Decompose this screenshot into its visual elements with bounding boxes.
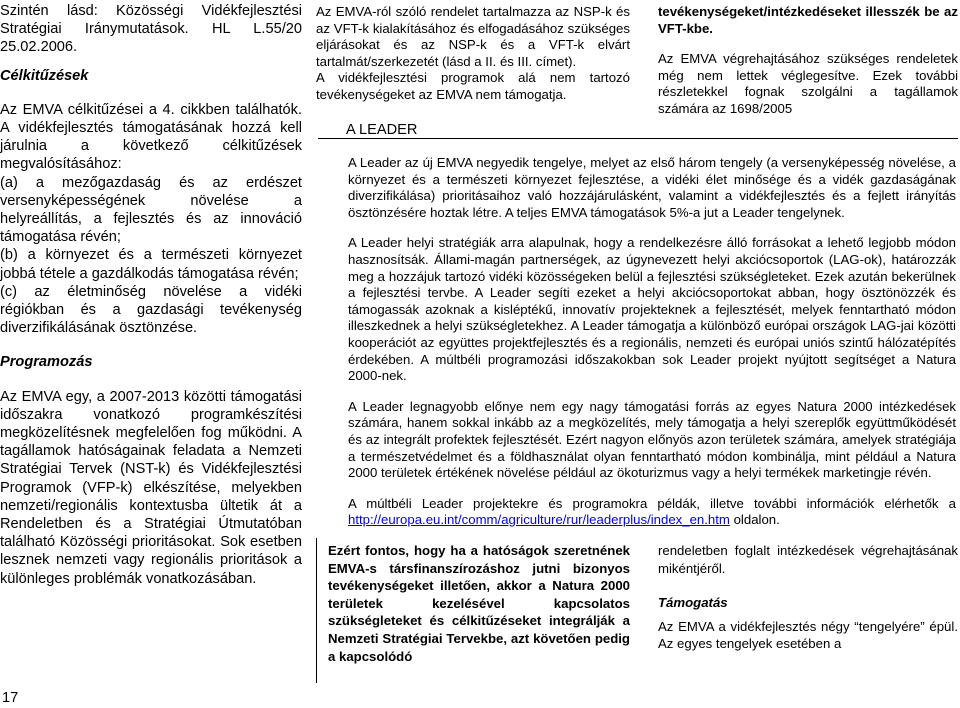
objectives-text: Az EMVA célkitűzései a 4. cikkben találhatók. A vidékfejlesztés támogatásának hozzá kell járulnia a következő célkitűzések megvalósításához:	[0, 101, 302, 173]
bottom-right-column	[658, 542, 958, 653]
column-divider	[316, 538, 317, 683]
bottom-right-text-2: Az EMVA a vidékfejlesztés négy “tengelyére” épül. Az egyes tengelyek esetében a	[658, 618, 958, 652]
page-number: 17	[2, 690, 19, 706]
leader-title: A LEADER	[346, 122, 418, 138]
right-top-bold-line: tevékenységeket/intézkedéseket illesszék be az VFT-kbe.	[658, 4, 958, 36]
reference-header: Szintén lásd: Közösségi Vidékfejlesztési Stratégiai Iránymutatások. HL L.55/20 25.02.2006.	[0, 3, 302, 56]
right-top-text: Az EMVA végrehajtásához szükséges rendeletek még nem lettek véglegesítve. Ezek további részletekkel fognak szolgálni a tagállamok számára az 1698/2005	[658, 51, 958, 116]
left-column	[0, 2, 302, 588]
leader-paragraph-3: A Leader legnagyobb előnye nem egy nagy támogatási forrás az egyes Natura 2000 intézkedések számára, hanem sokkal inkább az a megközelítés, mely támogatja a helyi szereplők együttműködését és az integrált profektek fejlesztését. Ezért nagyon előnyös azon területek számára, amelyek stratégiája a természetvédelmet és a földhasználat olyan fenntartható módon kombinálja, mint például a Natura 2000 területek értékének növelése például az ökoturizmus vagy a helyi termékek marketingje révén.	[348, 398, 956, 481]
objective-item-c: (c) az életminőség növelése a vidéki régiókban és a gazdasági tevékenység diverzifikálásának ösztönzése.	[0, 283, 302, 337]
objective-item-a: (a) a mezőgazdaság és az erdészet versenyképességének növelése a helyreállítás, a fejlesztés és az innováció támogatása révén;	[0, 174, 302, 246]
objectives-heading: Célkitűzések	[0, 67, 89, 84]
leader-content	[348, 155, 956, 529]
leader-link[interactable]: http://europa.eu.int/comm/agriculture/rur/leaderplus/index_en.htm	[348, 512, 730, 528]
leader-paragraph-4-suffix: oldalon.	[733, 512, 780, 528]
leader-paragraph-1: A Leader az új EMVA negyedik tengelye, melyet az első három tengely (a versenyképesség növelése, a környezet és a természeti környezet fejlesztése, a vidéki élet minősége és a vidék gazdaságának diverzifikálása) prioritásaihoz való hozzájárulásként, valamint a vidékfejlesztés és a fejlett irányítás ösztönzésére hoztak létre. A teljes EMVA támogatások 5%-a jut a Leader tengelynek.	[348, 155, 956, 220]
programming-text: Az EMVA egy, a 2007-2013 közötti támogatási időszakra vonatkozó programkészítési megközelítésnek megfelelően fog működni. A tagállamok hatóságainak feladata a Nemzeti Stratégiai Tervek (NST-k) és Vidékfejlesztési Programok (VFP-k) elkészítése, melyekben nemzeti/regionális kontextusba ültetik át a Rendeletben és a Stratégiai Útmutatóban található Közösségi prioritásokat. Sok esetben lesznek nemzeti vagy regionális prioritások a különleges problémák vonatkozásában.	[0, 388, 302, 587]
middle-top-column	[316, 4, 630, 104]
middle-top-text-2: A vidékfejlesztési programok alá nem tartozó tevékenységeket az EMVA nem támogatja.	[316, 70, 630, 102]
objective-item-b: (b) a környezet és a természeti környezet jobbá tétele a gazdálkodás támogatása révén;	[0, 247, 302, 282]
leader-paragraph-2: A Leader helyi stratégiák arra alapulnak, hogy a rendelkezésre álló forrásokat a lehető legjobb módon hasznosítsák. Állami-magán partnerségek, az úgynevezett helyi akciócsoportok (LAG-ok), határozzák meg a hozzájuk tartozó vidéki közösségeken belül a fejlesztési szükségleteket. Ezek azután bekerülnek a fejlesztési tervbe. A Leader segíti ezeket a helyi akciócsoportokat abban, hogy ösztönözzék és támogassák azoknak a kisléptékű, innovatív projekteknek a fejlesztését, melyek fenntartható módon illeszkednek a helyi szükségletekhez. A Leader támogatja a különböző európai országok LAG-jai közötti kooperációt az együttes projektfejlesztés és a regionális, nemzeti és európai uniós szintű hálózatépítés érdekében. A múltbéli programozási időszakokban sok Leader projekt nyújtott segítséget a Natura 2000-nek.	[348, 235, 956, 384]
bottom-middle-text: Ezért fontos, hogy ha a hatóságok szeretnének EMVA-s társfinanszírozáshoz jutni bizonyos tevékenységeket illetően, akkor a Natura 2000 területek kezelésével kapcsolatos szükségleteket és célkitűzéseket integrálják a Nemzeti Stratégiai Tervekbe, azt követően pedig a kapcsolódó	[328, 543, 630, 664]
bottom-middle-column	[328, 542, 630, 665]
right-top-column	[658, 4, 958, 118]
support-heading: Támogatás	[658, 595, 728, 611]
middle-top-text-1: Az EMVA-ról szóló rendelet tartalmazza az NSP-k és az VFT-k kialakításához és elfogadásához szükséges eljárásokat és az NSP-k és a VFT-k elvárt tartalmát/szerkezetét (lásd a II. és III. címet).	[316, 4, 630, 69]
leader-paragraph-4-text: A múltbéli Leader projektekre és programokra példák, illetve további információk elérhetők a	[348, 495, 956, 511]
bottom-right-text-1: rendeletben foglalt intézkedések végrehajtásának mikéntjéről.	[658, 543, 958, 576]
leader-paragraph-4	[348, 496, 956, 529]
programming-heading: Programozás	[0, 354, 93, 371]
